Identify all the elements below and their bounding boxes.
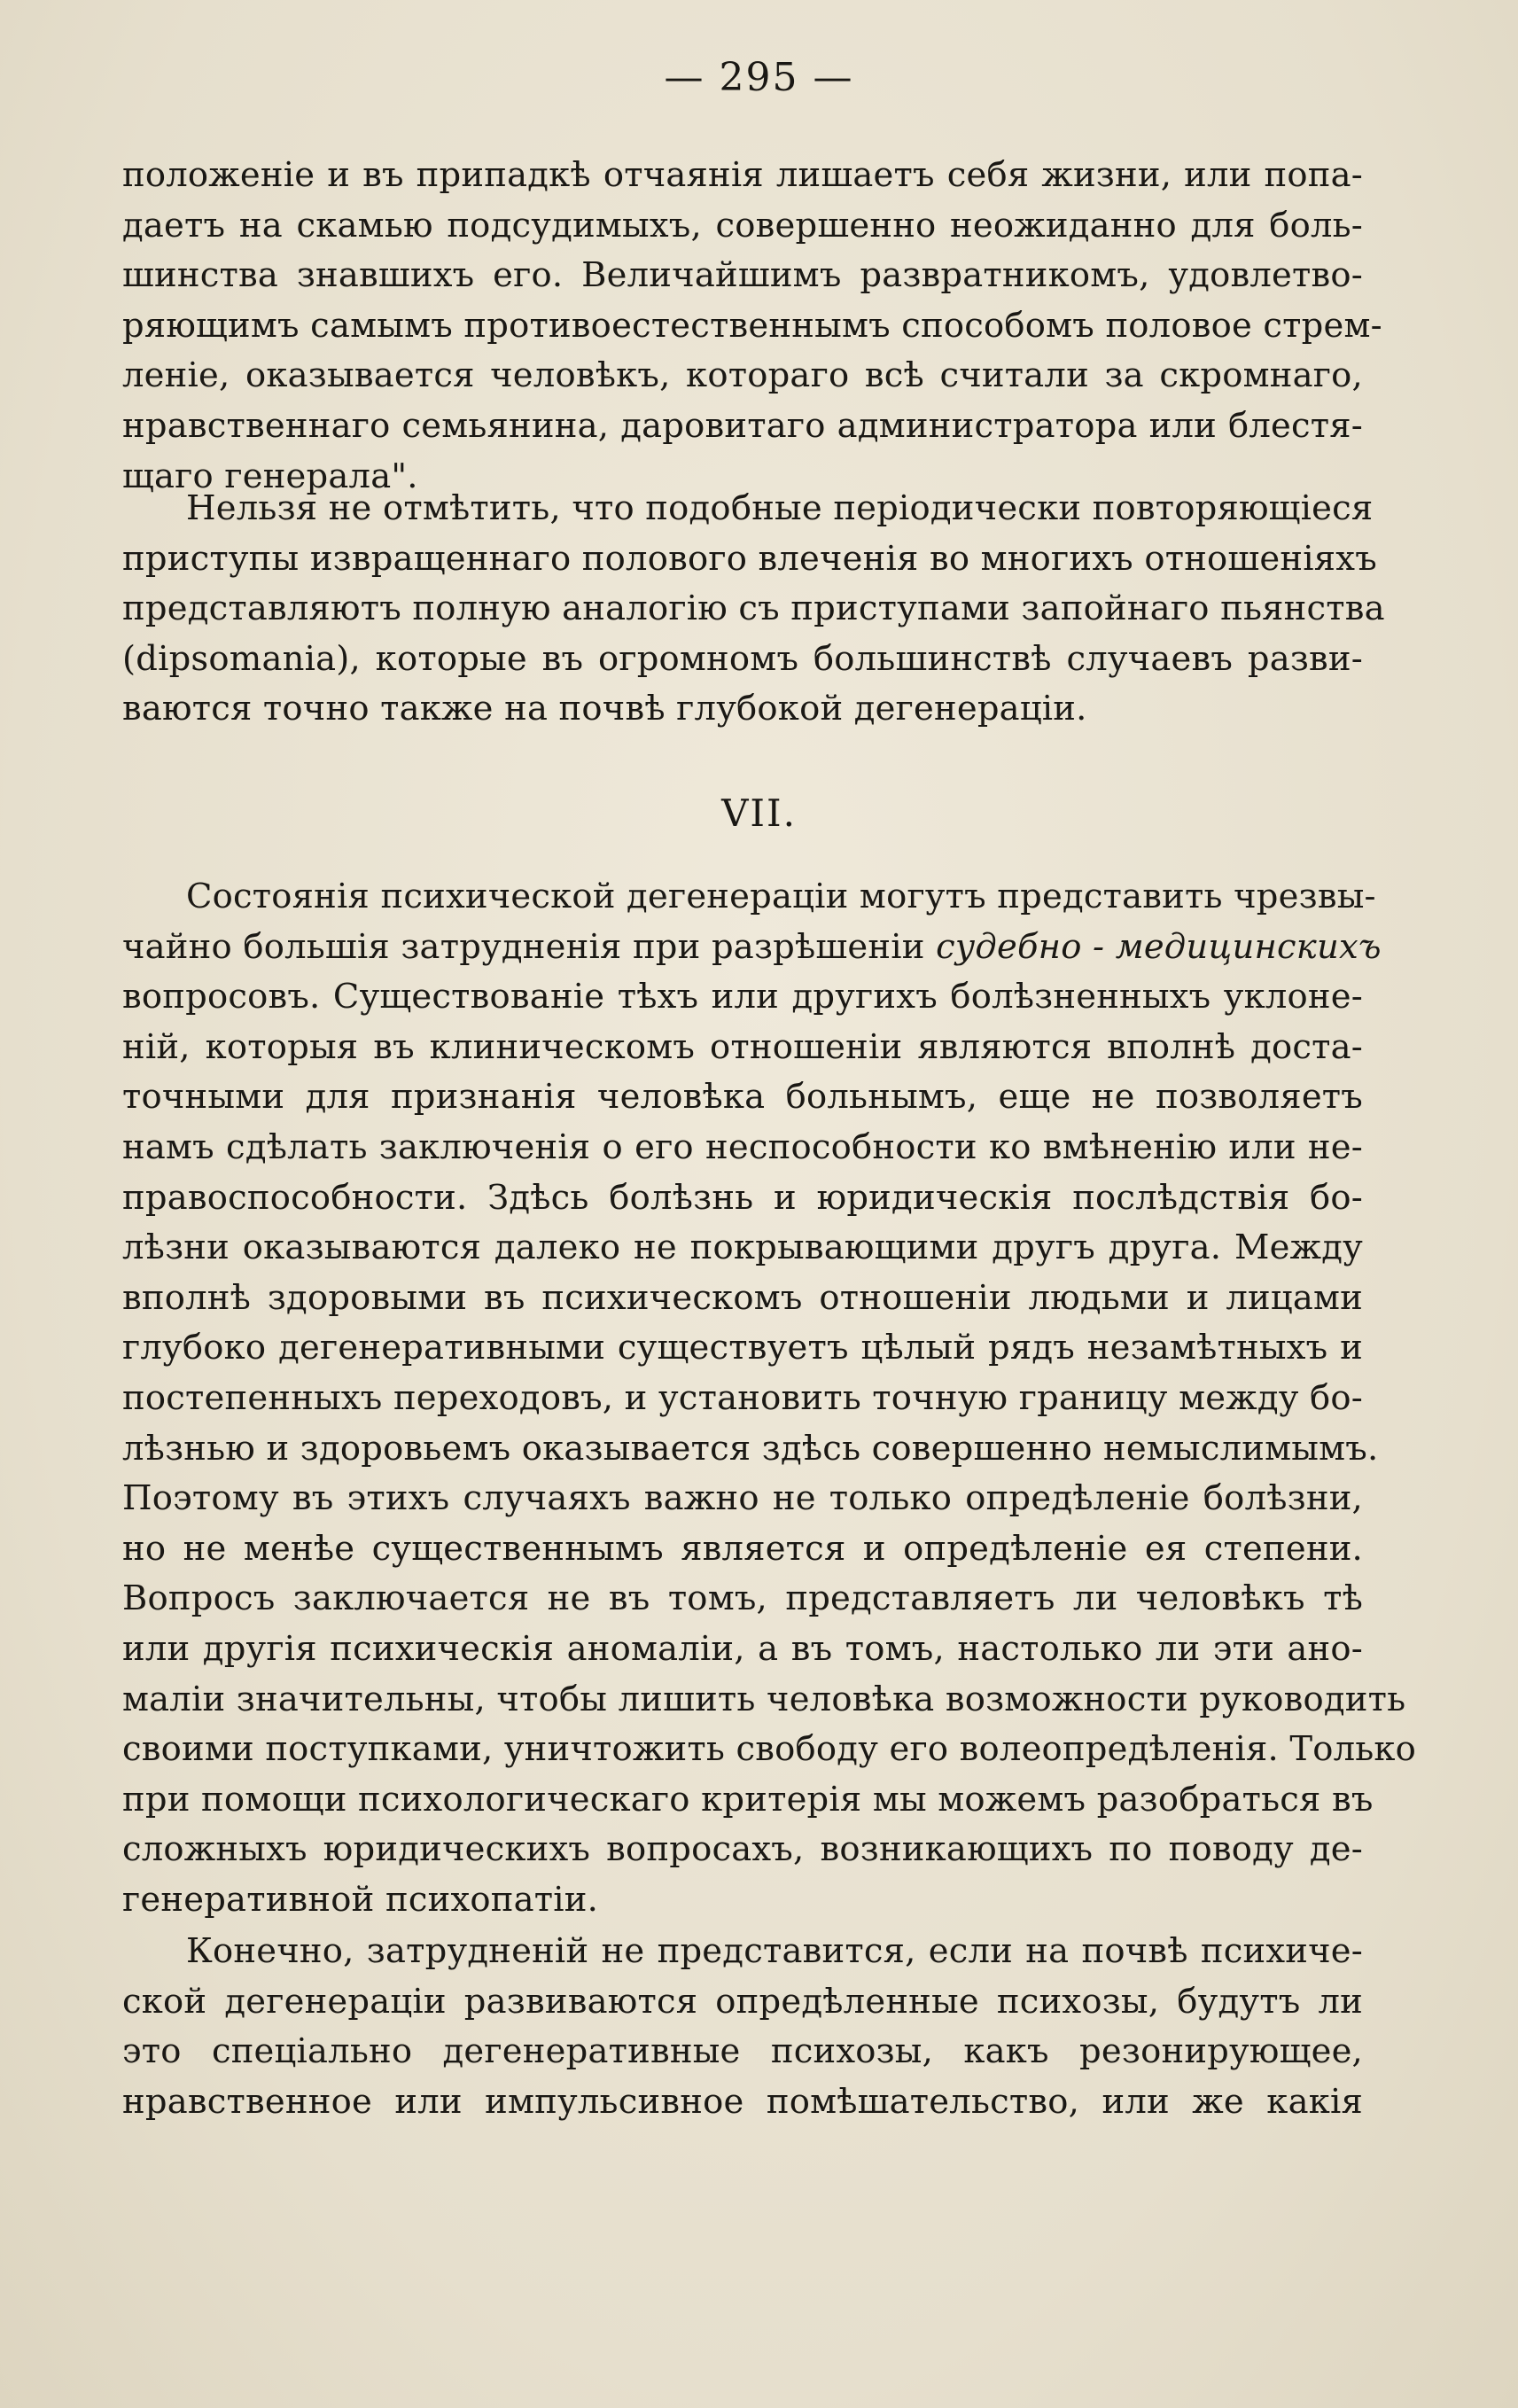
italic-term: судебно - медицинскихъ (936, 926, 1382, 967)
text-line: глубоко дегенеративными существуетъ цѣлый рядъ незамѣтныхъ и (122, 1328, 1363, 1368)
text-line: ряющимъ самымъ противоестественнымъ способомъ половое стрем- (122, 305, 1382, 346)
text-line-with-italic (122, 923, 1382, 973)
page-number: — 295 — (664, 55, 854, 100)
text-line: постепенныхъ переходовъ, и установить точную границу между бо- (122, 1377, 1363, 1418)
text-line: положеніе и въ припадкѣ отчаянія лишаетъ себя жизни, или попа- (122, 155, 1363, 195)
text-line: ній, которыя въ клиническомъ отношеніи являются вполнѣ доста- (122, 1026, 1363, 1067)
text-line: Поэтому въ этихъ случаяхъ важно не только опредѣленіе болѣзни, (122, 1478, 1363, 1519)
paragraph-2 (122, 484, 1385, 735)
text-line: лѣзни оказываются далеко не покрывающими другъ друга. Между (122, 1227, 1363, 1268)
text-line: ской дегенераціи развиваются опредѣленные психозы, будутъ ли (122, 1981, 1363, 2022)
text-line: щаго генерала". (122, 456, 418, 496)
text-segment: чайно большія затрудненія при разрѣшеніи (122, 926, 925, 967)
text-line: вполнѣ здоровыми въ психическомъ отношеніи людьми и лицами (122, 1277, 1363, 1318)
text-line: сложныхъ юридическихъ вопросахъ, возникающихъ по поводу де- (122, 1829, 1363, 1870)
text-line: но не менѣе существеннымъ является и опредѣленіе ея степени. (122, 1528, 1363, 1569)
text-line: Нельзя не отмѣтить, что подобные періодически повторяющіеся (186, 488, 1374, 528)
text-line: ваются точно также на почвѣ глубокой дегенераціи. (122, 689, 1087, 729)
text-line: генеративной психопатіи. (122, 1879, 599, 1920)
text-line: лѣзнью и здоровьемъ оказывается здѣсь совершенно немыслимымъ. (122, 1428, 1379, 1469)
text-line: даетъ на скамью подсудимыхъ, совершенно неожиданно для боль- (122, 205, 1363, 245)
text-line: намъ сдѣлать заключенія о его неспособности ко вмѣненію или не- (122, 1126, 1363, 1167)
text-line: представляютъ полную аналогію съ приступами запойнаго пьянства (122, 588, 1385, 629)
text-line: или другія психическія аномаліи, а въ томъ, настолько ли эти ано- (122, 1628, 1363, 1669)
section-heading: VII. (721, 791, 797, 835)
paragraph-4 (122, 1927, 1363, 2127)
text-line: вопросовъ. Существованіе тѣхъ или другихъ болѣзненныхъ уклоне- (122, 977, 1363, 1017)
text-line: (dipsomania), которые въ огромномъ большинствѣ случаевъ разви- (122, 638, 1363, 679)
text-line: шинства знавшихъ его. Величайшимъ развратникомъ, удовлетво- (122, 255, 1363, 296)
text-line: это спеціально дегенеративные психозы, какъ резонирующее, (122, 2031, 1363, 2072)
text-line: Конечно, затрудненій не представится, если на почвѣ психиче- (186, 1931, 1363, 1971)
paragraph-3 (122, 872, 1417, 1925)
text-line: маліи значительны, чтобы лишить человѣка возможности руководить (122, 1679, 1406, 1719)
text-line: нравственнаго семьянина, даровитаго администратора или блестя- (122, 405, 1363, 446)
text-line: нравственное или импульсивное помѣшательство, или же какія (122, 2081, 1363, 2122)
text-line: правоспособности. Здѣсь болѣзнь и юридическія послѣдствія бо- (122, 1177, 1363, 1218)
text-line: Состоянія психической дегенераціи могутъ представить чрезвы- (186, 877, 1376, 916)
text-line: точными для признанія человѣка больнымъ, еще не позволяетъ (122, 1077, 1363, 1118)
text-line: при помощи психологическаго критерія мы можемъ разобраться въ (122, 1779, 1374, 1820)
paragraph-1 (122, 151, 1382, 502)
text-line: Вопросъ заключается не въ томъ, представляетъ ли человѣкъ тѣ (122, 1578, 1363, 1619)
text-line: приступы извращеннаго полового влеченія во многихъ отношеніяхъ (122, 538, 1377, 579)
text-line: своими поступками, уничтожить свободу его волеопредѣленія. Только (122, 1729, 1417, 1770)
text-line: леніе, оказывается человѣкъ, котораго всѣ считали за скромнаго, (122, 355, 1363, 396)
